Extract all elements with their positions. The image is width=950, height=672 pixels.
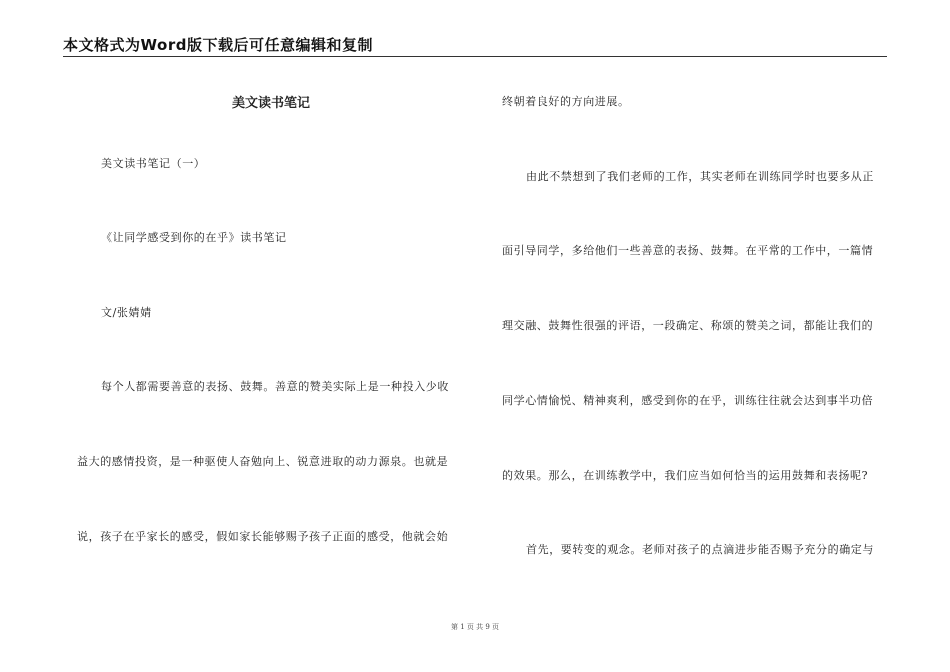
paragraph-line: 理交融、鼓舞性很强的评语，一段确定、称颂的赞美之词，都能让我们的 — [502, 319, 874, 332]
paragraph-line: 终朝着良好的方向进展。 — [502, 95, 630, 108]
paragraph-line: 的效果。那么，在训练教学中，我们应当如何恰当的运用鼓舞和表扬呢? — [502, 469, 869, 482]
author-line: 文/张婧婧 — [101, 306, 152, 319]
paragraph-line: 每个人都需要善意的表扬、鼓舞。善意的赞美实际上是一种投入少收 — [101, 380, 449, 393]
banner-text: 本文格式为Word版下载后可任意编辑和复制 — [63, 36, 373, 54]
paragraph-line: 说，孩子在乎家长的感受，假如家长能够赐予孩子正面的感受，他就会始 — [77, 530, 449, 543]
paragraph-line: 由此不禁想到了我们老师的工作，其实老师在训练同学时也要多从正 — [526, 170, 874, 183]
paragraph-line: 面引导同学，多给他们一些善意的表扬、鼓舞。在平常的工作中，一篇情 — [502, 244, 874, 257]
paragraph-line: 首先，要转变的观念。老师对孩子的点滴进步能否赐予充分的确定与 — [526, 543, 874, 556]
paragraph-line: 益大的感情投资，是一种驱使人奋勉向上、锐意进取的动力源泉。也就是 — [77, 455, 449, 468]
paragraph-line: 同学心情愉悦、精神爽利，感受到你的在乎，训练往往就会达到事半功倍 — [502, 394, 874, 407]
book-title-line: 《让同学感受到你的在乎》读书笔记 — [101, 231, 287, 244]
document-title: 美文读书笔记 — [231, 96, 310, 111]
subtitle-line: 美文读书笔记（一） — [101, 157, 206, 170]
banner-divider — [63, 56, 887, 57]
page-number: 第 1 页 共 9 页 — [450, 623, 500, 631]
